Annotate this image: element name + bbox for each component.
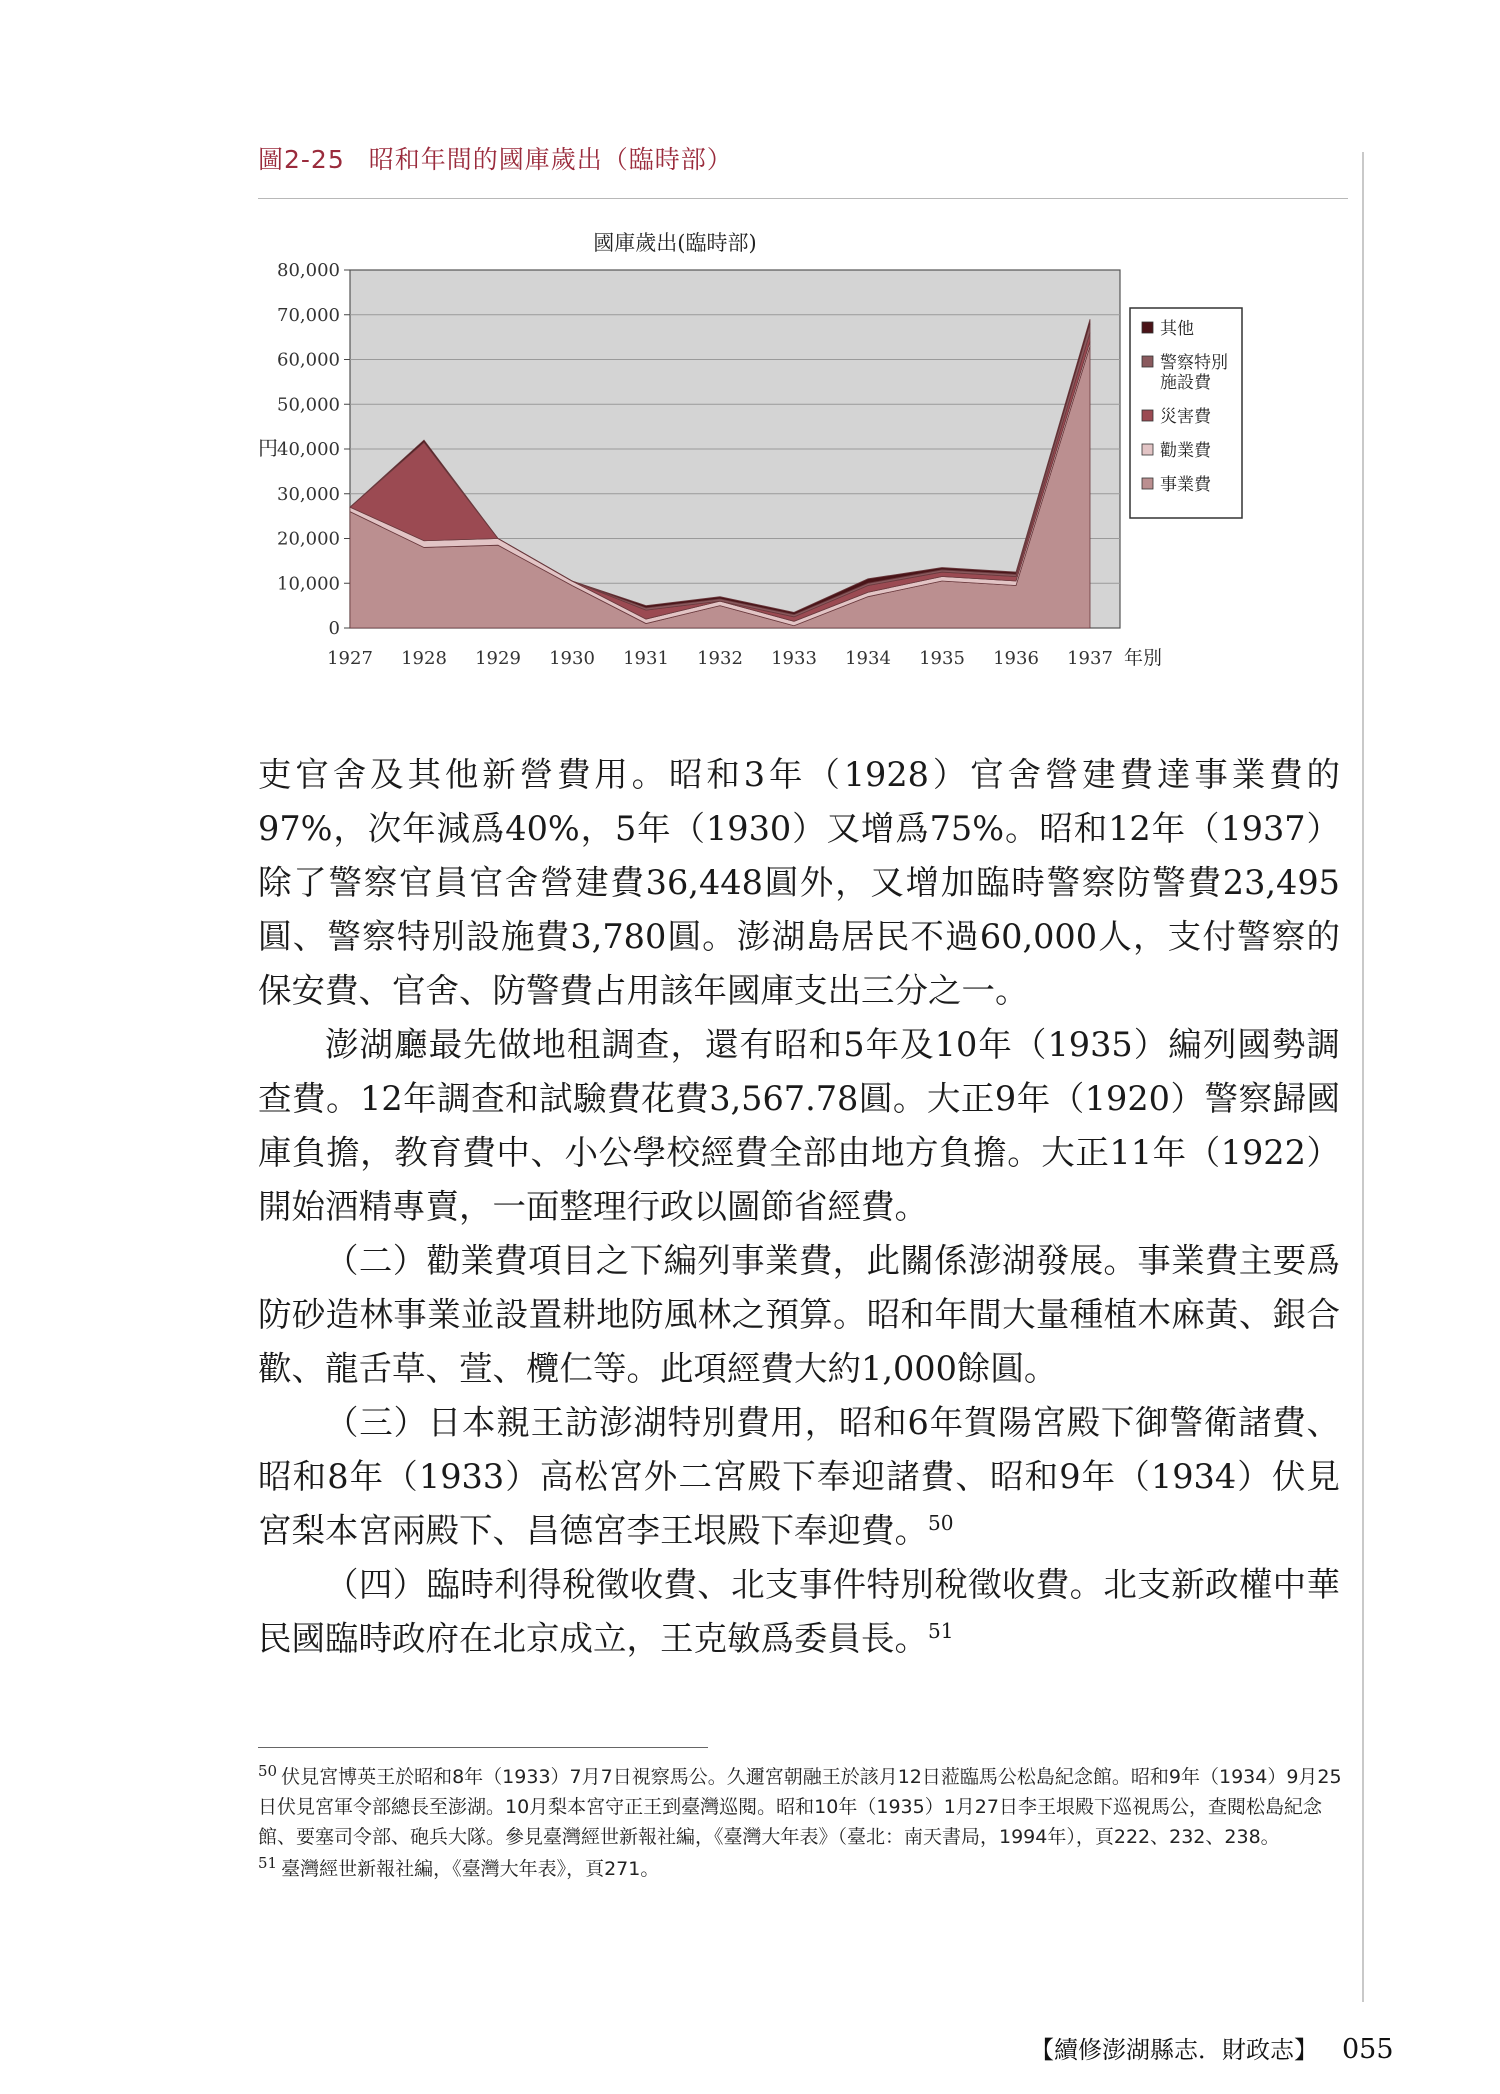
y-tick-label: 80,000 (277, 260, 340, 281)
y-axis-label: 円 (258, 436, 278, 460)
y-tick-label: 20,000 (277, 528, 340, 550)
page-footer (1030, 2030, 1394, 2065)
x-tick-label: 1931 (623, 648, 669, 669)
footnotes (258, 1762, 1348, 1886)
footnote-50: $^{50}$ 伏見宮博英王於昭和8年（1933）7月7日視察馬公。久邇宮朝融王於該月12日蒞臨馬公松島紀念館。昭和9年（1934）9月25日伏見宮軍令部總長至澎湖。10月梨本宮守正王到臺灣巡閱。昭和10年（1935）1月27日李王垠殿下巡視馬公，查閱松島紀念館、要塞司令部、砲兵大隊。參見臺灣經世新報社編，《臺灣大年表》（臺北：南天書局，1994年），頁222、232、238。 (258, 1761, 1342, 1848)
y-tick-label: 70,000 (277, 304, 340, 326)
x-tick-label: 1936 (993, 648, 1039, 669)
page-number: 055 (1342, 2034, 1394, 2065)
expenditure-area-chart (240, 220, 1260, 690)
x-tick-label: 1932 (697, 648, 743, 669)
x-tick-label: 1935 (919, 648, 965, 669)
legend-label: 災害費 (1160, 407, 1211, 427)
chart-title: 國庫歲出(臨時部) (593, 231, 757, 255)
legend-swatch (1142, 410, 1153, 421)
x-tick-label: 1933 (771, 648, 817, 669)
x-tick-label: 1927 (327, 648, 373, 669)
paragraph-4: （三）日本親王訪澎湖特別費用，昭和6年賀陽宮殿下御警衛諸費、昭和8年（1933）高松宮外二宮殿下奉迎諸費、昭和9年（1934）伏見宮梨本宮兩殿下、昌德宮李王垠殿下奉迎費。$^{50}$ (258, 1403, 1340, 1550)
paragraph-2: 澎湖廳最先做地租調查，還有昭和5年及10年（1935）編列國勢調查費。12年調查和試驗費花費3,567.78圓。大正9年（1920）警察歸國庫負擔，教育費中、小公學校經費全部由地方負擔。大正11年（1922）開始酒精專賣，一面整理行政以圖節省經費。 (258, 1025, 1340, 1226)
margin-rule (1362, 152, 1364, 2002)
legend-label: 事業費 (1160, 475, 1211, 495)
legend-label: 勸業費 (1160, 441, 1211, 461)
y-tick-label: 40,000 (277, 439, 340, 460)
figure-title: 昭和年間的國庫歲出（臨時部） (368, 145, 733, 174)
legend-swatch (1142, 478, 1153, 489)
legend-label: 警察特別施設費 (1160, 353, 1228, 393)
x-tick-label: 1930 (549, 648, 595, 669)
paragraph-3: （二）勸業費項目之下編列事業費，此關係澎湖發展。事業費主要爲防砂造林事業並設置耕地防風林之預算。昭和年間大量種植木麻黃、銀合歡、龍舌草、萱、欖仁等。此項經費大約1,000餘圓。 (258, 1241, 1340, 1388)
legend-swatch (1142, 356, 1153, 367)
x-tick-label: 1928 (401, 648, 447, 669)
footnote-ref-50[interactable]: 50 (928, 1510, 954, 1535)
legend-swatch (1142, 444, 1153, 455)
body-text (258, 748, 1340, 1666)
legend-label: 其他 (1160, 319, 1194, 339)
caption-rule (258, 198, 1348, 199)
y-tick-label: 10,000 (277, 573, 340, 595)
footnote-ref-51[interactable]: 51 (928, 1618, 954, 1643)
book-title: 【續修澎湖縣志．財政志】 (1030, 2036, 1318, 2064)
x-tick-label: 1929 (475, 648, 521, 669)
x-axis-label: 年別 (1124, 647, 1163, 669)
x-tick-label: 1937 (1067, 648, 1113, 669)
x-tick-label: 1934 (845, 648, 891, 669)
footnote-51: $^{51}$ 臺灣經世新報社編，《臺灣大年表》，頁271。 (258, 1853, 660, 1880)
figure-number: 圖2-25 (258, 145, 345, 174)
y-tick-label: 30,000 (277, 483, 340, 505)
figure-caption (258, 140, 733, 176)
y-tick-label: 50,000 (277, 394, 340, 416)
y-tick-label: 60,000 (277, 349, 340, 371)
paragraph-5: （四）臨時利得稅徵收費、北支事件特別稅徵收費。北支新政權中華民國臨時政府在北京成立，王克敏爲委員長。$^{51}$ (258, 1565, 1340, 1658)
paragraph-1: 吏官舍及其他新營費用。昭和3年（1928）官舍營建費達事業費的97%，次年減爲40%，5年（1930）又增爲75%。昭和12年（1937）除了警察官員官舍營建費36,448圓外，又增加臨時警察防警費23,495圓、警察特別設施費3,780圓。澎湖島居民不過60,000人，支付警察的保安費、官舍、防警費占用該年國庫支出三分之一。 (258, 755, 1340, 1010)
footnote-rule (258, 1747, 708, 1748)
y-tick-label: 0 (328, 618, 340, 639)
legend-swatch (1142, 322, 1153, 333)
